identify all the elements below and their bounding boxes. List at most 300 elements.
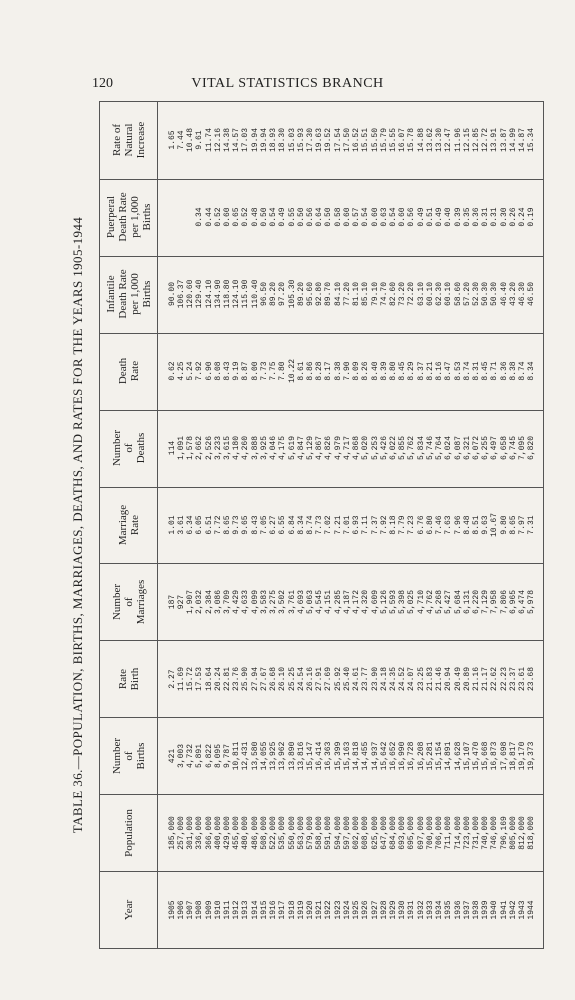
band-divider xyxy=(100,179,543,180)
table-cell: 10,811 xyxy=(232,741,242,771)
table-cell: 4,868 xyxy=(352,436,362,461)
table-cell: 21.46 xyxy=(435,666,445,691)
table-cell: 15,668 xyxy=(481,741,491,771)
table-cell: 19,170 xyxy=(518,741,528,771)
table-cell: 13,925 xyxy=(269,741,279,771)
table-cell: 0.35 xyxy=(462,207,472,227)
table-cell: 5,684 xyxy=(453,589,463,614)
table-cell: 6.90 xyxy=(204,361,214,381)
band-divider xyxy=(100,256,543,257)
table-cell: 455,000 xyxy=(232,815,242,850)
table-cell: 805,000 xyxy=(508,815,518,850)
table-cell: 185,000 xyxy=(167,815,177,850)
table-cell: 4,545 xyxy=(315,589,325,614)
table-cell: 24.07 xyxy=(407,666,417,691)
table-cell: 731,000 xyxy=(472,815,482,850)
table-cell: 1,091 xyxy=(176,436,186,461)
table-cell: 63.10 xyxy=(416,282,426,307)
table-cell: 8.31 xyxy=(472,361,482,381)
table-cell: 7.46 xyxy=(435,515,445,535)
table-cell: 50.30 xyxy=(490,282,500,307)
table-cell: 647,000 xyxy=(379,815,389,850)
table-cell: 5,020 xyxy=(361,436,371,461)
table-cell: 6,497 xyxy=(490,436,500,461)
table-cell: 114 xyxy=(167,440,177,456)
table-cell: 6,745 xyxy=(508,436,518,461)
table-cell: 0.56 xyxy=(305,207,315,227)
table-cell: 429,000 xyxy=(222,815,232,850)
table-cell: 25.25 xyxy=(287,666,297,691)
table-cell: 1938 xyxy=(472,899,482,920)
table-cell: 0.26 xyxy=(508,207,518,227)
table-cell: 6,820 xyxy=(527,436,537,461)
table-cell: 50.30 xyxy=(481,282,491,307)
table-cell: 16,873 xyxy=(490,741,500,771)
table-cell: 8.86 xyxy=(305,361,315,381)
table-cell: 96.50 xyxy=(259,282,269,307)
table-cell: 7.80 xyxy=(278,361,288,381)
table-cell: 8.21 xyxy=(425,361,435,381)
column-header-puerperal xyxy=(100,179,158,256)
table-cell: 46.40 xyxy=(499,282,509,307)
table-cell: 1,907 xyxy=(186,589,196,614)
table-cell: 1922 xyxy=(324,899,334,920)
table-cell: 14,891 xyxy=(444,741,454,771)
table-cell: 4.25 xyxy=(176,361,186,381)
table-cell: 5,855 xyxy=(398,436,408,461)
table-cell: 12.85 xyxy=(472,128,482,153)
table-cell: 812,000 xyxy=(518,815,528,850)
table-cell: 6,131 xyxy=(462,589,472,614)
column-header-population xyxy=(100,794,158,871)
table-cell: 20.89 xyxy=(462,666,472,691)
table-cell: 4,172 xyxy=(352,589,362,614)
table-cell: 4,717 xyxy=(342,436,352,461)
table-cell: 10.48 xyxy=(186,128,196,153)
table-cell: 4,867 xyxy=(315,436,325,461)
table-cell: 684,000 xyxy=(389,815,398,850)
table-cell: 711,000 xyxy=(444,815,454,850)
table-cell: 8.08 xyxy=(213,361,223,381)
table-cell: 16,208 xyxy=(416,741,426,771)
table-cell: 1910 xyxy=(213,899,223,920)
table-cell: 0.65 xyxy=(232,207,242,227)
table-cell: 8.65 xyxy=(222,515,232,535)
table-cell: 625,000 xyxy=(370,815,380,850)
table-cell: 1933 xyxy=(425,899,435,920)
table-cell: 591,000 xyxy=(324,815,334,850)
table-cell: 110.40 xyxy=(250,279,260,309)
table-cell: 4,762 xyxy=(425,589,435,614)
table-cell: 4,693 xyxy=(296,589,306,614)
table-cell: 8.38 xyxy=(333,361,343,381)
table-cell: 17.03 xyxy=(241,128,251,153)
column-header-death_rate xyxy=(100,333,158,410)
table-cell: 608,000 xyxy=(361,815,371,850)
table-cell: 4,320 xyxy=(361,589,371,614)
table-cell: 602,000 xyxy=(352,815,362,850)
table-cell: 3,709 xyxy=(222,589,232,614)
table-cell: 6.93 xyxy=(352,515,362,535)
table-cell: 24.61 xyxy=(352,666,362,691)
table-cell: 1934 xyxy=(435,899,445,920)
table-cell: 1921 xyxy=(315,899,325,920)
table-cell: 89.70 xyxy=(324,282,334,307)
table-cell: 6.51 xyxy=(204,515,214,535)
table-cell: 11.74 xyxy=(204,128,214,153)
table-cell: 106.37 xyxy=(176,279,186,309)
table-cell: 0.31 xyxy=(490,207,500,227)
table-cell: 77.20 xyxy=(342,282,352,307)
column-values-marriages xyxy=(158,563,543,640)
table-cell: 27.91 xyxy=(315,666,325,691)
table-cell: 7.01 xyxy=(342,515,352,535)
table-cell: 1913 xyxy=(241,899,251,920)
column-label: Puerperal Death Rate per 1,000 Births xyxy=(105,192,153,242)
table-cell: 12.47 xyxy=(444,128,454,153)
table-cell: 8.29 xyxy=(407,361,417,381)
table-cell: 19.63 xyxy=(315,128,325,153)
table-cell: 84.10 xyxy=(333,282,343,307)
table-cell: 8.45 xyxy=(398,361,408,381)
column-header-births xyxy=(100,717,158,794)
column-label: Number of Deaths xyxy=(111,430,147,467)
table-cell: 6,321 xyxy=(462,436,472,461)
table-cell: 90.00 xyxy=(167,282,177,307)
table-cell: 14,628 xyxy=(453,741,463,771)
table-cell: 508,000 xyxy=(259,815,269,850)
table-cell: 15.03 xyxy=(287,128,297,153)
table-cell: 6,072 xyxy=(472,436,482,461)
column-header-marriages xyxy=(100,563,158,640)
table-cell: 0.62 xyxy=(167,361,177,381)
table-cell: 95.60 xyxy=(305,282,315,307)
table-cell: 6.76 xyxy=(416,515,426,535)
column-values-population xyxy=(158,794,543,871)
table-cell: 52.30 xyxy=(472,282,482,307)
table-cell: 8.28 xyxy=(315,361,325,381)
table-cell: 0.24 xyxy=(518,207,528,227)
table-cell: 7.90 xyxy=(342,361,352,381)
table-cell: 16,652 xyxy=(389,741,398,771)
column-values-births xyxy=(158,717,543,794)
table-cell: 8,095 xyxy=(213,743,223,768)
table-cell: 8.53 xyxy=(453,361,463,381)
table-cell: 12.16 xyxy=(213,128,223,153)
table-cell: 7.72 xyxy=(213,515,223,535)
table-cell: 0.34 xyxy=(195,207,205,227)
table-cell: 79.10 xyxy=(370,282,380,307)
table-cell: 8.38 xyxy=(508,361,518,381)
column-values-year xyxy=(158,871,543,948)
table-cell: 13,962 xyxy=(278,741,288,771)
table-cell: 6.55 xyxy=(278,515,288,535)
table-cell: 8.87 xyxy=(241,361,251,381)
table-cell: 26.16 xyxy=(305,666,315,691)
table-cell: 9.19 xyxy=(232,361,242,381)
running-head: VITAL STATISTICS BRANCH xyxy=(191,76,384,91)
table-cell: 4,099 xyxy=(250,589,260,614)
table-cell: 18.30 xyxy=(278,128,288,153)
band-divider xyxy=(100,871,543,872)
table-cell: 15.79 xyxy=(379,128,389,153)
table-cell: 8.74 xyxy=(305,515,315,535)
table-cell: 4,732 xyxy=(186,743,196,768)
table-cell: 706,000 xyxy=(435,815,445,850)
table-cell: 588,000 xyxy=(315,815,325,850)
table-cell: 336,000 xyxy=(195,815,205,850)
table-cell: 0.58 xyxy=(333,207,343,227)
table-cell: 3,583 xyxy=(259,589,269,614)
table-cell: 0.56 xyxy=(407,207,417,227)
table-cell: 597,000 xyxy=(342,815,352,850)
table-cell: 6,087 xyxy=(453,436,463,461)
table-cell: 563,000 xyxy=(296,815,306,850)
table-cell: 46.50 xyxy=(527,282,537,307)
table-cell: 0.36 xyxy=(472,207,482,227)
table-cell: 0.49 xyxy=(416,207,426,227)
table-cell: 21.16 xyxy=(472,666,482,691)
table-cell: 5,834 xyxy=(416,436,426,461)
table-cell: 1936 xyxy=(453,899,463,920)
table-cell: 4,175 xyxy=(278,436,288,461)
table-cell: 5,129 xyxy=(305,436,315,461)
table-cell: 8.39 xyxy=(379,361,389,381)
table-cell: 5,762 xyxy=(407,436,417,461)
band-divider xyxy=(100,640,543,641)
table-cell: 6.05 xyxy=(195,515,205,535)
table-cell: 4,151 xyxy=(324,589,334,614)
table-cell: 11.96 xyxy=(453,128,463,153)
table-cell: 13,890 xyxy=(287,741,297,771)
table-cell: 16,990 xyxy=(398,741,408,771)
table-cell: 1943 xyxy=(518,899,528,920)
table-cell: 1914 xyxy=(250,899,260,920)
table-cell: 7.05 xyxy=(259,515,269,535)
table-cell: 23.68 xyxy=(527,666,537,691)
table-cell: 4,285 xyxy=(333,589,343,614)
table-cell: 0.60 xyxy=(398,207,408,227)
table-cell: 535,000 xyxy=(278,815,288,850)
table-cell: 82.60 xyxy=(389,282,398,307)
table-cell: 0.57 xyxy=(352,207,362,227)
table-cell: 1937 xyxy=(462,899,472,920)
table-cell: 7.75 xyxy=(269,361,279,381)
table-cell: 25.92 xyxy=(333,666,343,691)
table-cell: 522,000 xyxy=(269,815,279,850)
table-cell: 7.97 xyxy=(518,515,528,535)
table-cell: 8.16 xyxy=(435,361,445,381)
table-cell: 1928 xyxy=(379,899,389,920)
column-label: Number of Marriages xyxy=(111,579,147,625)
column-header-infantile xyxy=(100,256,158,333)
table-cell: 1907 xyxy=(186,899,196,920)
table-cell: 62.30 xyxy=(435,282,445,307)
table-cell: 8.48 xyxy=(462,515,472,535)
table-cell: 1912 xyxy=(232,899,242,920)
table-cell: 7.02 xyxy=(324,515,334,535)
band-divider xyxy=(100,794,543,795)
table-cell: 13.91 xyxy=(490,128,500,153)
table-cell: 7.37 xyxy=(370,515,380,535)
table-cell: 3,233 xyxy=(213,436,223,461)
table-cell: 57.20 xyxy=(462,282,472,307)
table-cell: 7,095 xyxy=(518,436,528,461)
table-cell: 15,163 xyxy=(342,741,352,771)
table-cell: 0.52 xyxy=(241,207,251,227)
table-cell: 3,003 xyxy=(176,743,186,768)
table-cell: 74.70 xyxy=(379,282,389,307)
table-cell: 0.60 xyxy=(342,207,352,227)
table-cell: 0.44 xyxy=(204,207,214,227)
table-cell: 7.73 xyxy=(315,515,325,535)
table-cell: 9.63 xyxy=(481,515,491,535)
table-cell: 23.76 xyxy=(232,666,242,691)
table-cell: 23.37 xyxy=(508,666,518,691)
table-cell: 81.10 xyxy=(352,282,362,307)
table-cell: 1944 xyxy=(527,899,537,920)
table-cell: 4,046 xyxy=(269,436,279,461)
table-cell: 27.94 xyxy=(250,666,260,691)
table-cell: 1908 xyxy=(195,899,205,920)
table-cell: 3.61 xyxy=(176,515,186,535)
table-cell: 120.60 xyxy=(186,279,196,309)
table-cell: 0.19 xyxy=(527,207,537,227)
table-cell: 24.35 xyxy=(389,666,398,691)
table-cell: 19.94 xyxy=(259,128,269,153)
table-cell: 14.57 xyxy=(232,128,242,153)
table-cell: 14.88 xyxy=(416,128,426,153)
table-cell: 550,000 xyxy=(287,815,297,850)
table-cell: 5,126 xyxy=(379,589,389,614)
table-cell: 19,373 xyxy=(527,741,537,771)
table-cell: 7.92 xyxy=(195,361,205,381)
table-cell: 1926 xyxy=(361,899,371,920)
table-cell: 8.00 xyxy=(250,361,260,381)
column-header-marriage_rate xyxy=(100,487,158,564)
table-cell: 14,937 xyxy=(370,741,380,771)
table-cell: 486,000 xyxy=(250,815,260,850)
table-cell: 58.60 xyxy=(453,282,463,307)
table-cell: 15,281 xyxy=(425,741,435,771)
table-cell: 8.43 xyxy=(250,515,260,535)
table-cell: 5,426 xyxy=(379,436,389,461)
table-cell: 14,818 xyxy=(352,741,362,771)
table-cell: 7.79 xyxy=(398,515,408,535)
table-cell: 697,000 xyxy=(416,815,426,850)
table-cell: 134.90 xyxy=(213,279,223,309)
table-cell: 714,000 xyxy=(453,815,463,850)
column-label: Year xyxy=(123,899,135,920)
column-header-deaths xyxy=(100,410,158,487)
table-cell: 0.60 xyxy=(222,207,232,227)
table-cell: 14.38 xyxy=(222,128,232,153)
table-cell: 9.65 xyxy=(241,515,251,535)
table-cell: 746,000 xyxy=(490,815,500,850)
table-cell: 24.54 xyxy=(296,666,306,691)
table-cell: 6.80 xyxy=(425,515,435,535)
table-cell: 6,220 xyxy=(472,589,482,614)
table-cell: 4,826 xyxy=(324,436,334,461)
column-header-birth_rate xyxy=(100,640,158,717)
table-cell: 0.49 xyxy=(278,207,288,227)
column-label: Death Rate xyxy=(117,358,141,385)
column-values-birth_rate xyxy=(158,640,543,717)
table-cell: 579,000 xyxy=(305,815,315,850)
table-cell: 5,978 xyxy=(527,589,537,614)
table-cell: 4,180 xyxy=(232,436,242,461)
table-cell: 5,764 xyxy=(435,436,445,461)
table-cell: 15.50 xyxy=(370,128,380,153)
table-cell: 18,817 xyxy=(508,741,518,771)
page-header xyxy=(0,76,575,96)
table-cell: 60.10 xyxy=(425,282,435,307)
table-cell: 22.62 xyxy=(490,666,500,691)
table-cell: 187 xyxy=(167,594,177,610)
table-cell: 10.67 xyxy=(490,512,500,537)
table-cell: 15,154 xyxy=(435,741,445,771)
table-cell: 13.87 xyxy=(499,128,509,153)
band-divider xyxy=(100,487,543,488)
table-cell: 13,580 xyxy=(250,741,260,771)
table-cell: 17.50 xyxy=(342,128,352,153)
table-cell: 17.30 xyxy=(305,128,315,153)
table-cell: 12.72 xyxy=(481,128,491,153)
table-cell: 480,000 xyxy=(241,815,251,850)
table-cell: 92.80 xyxy=(315,282,325,307)
table-cell: 15.72 xyxy=(186,666,196,691)
table-cell: 1930 xyxy=(398,899,408,920)
table-cell: 18.93 xyxy=(269,128,279,153)
table-cell: 5,427 xyxy=(444,589,454,614)
table-cell: 24.18 xyxy=(379,666,389,691)
table-cell: 8.34 xyxy=(527,361,537,381)
table-cell: 693,000 xyxy=(398,815,408,850)
table-cell: 3,502 xyxy=(278,589,288,614)
table-cell: 0.51 xyxy=(425,207,435,227)
table-cell: 400,000 xyxy=(213,815,223,850)
data-table xyxy=(99,101,544,949)
band-divider xyxy=(100,717,543,718)
table-cell: 594,000 xyxy=(333,815,343,850)
table-cell: 89.20 xyxy=(296,282,306,307)
table-cell: 1929 xyxy=(389,899,398,920)
column-values-deaths xyxy=(158,410,543,487)
table-cell: 6.34 xyxy=(186,515,196,535)
column-values-marriage_rate xyxy=(158,487,543,564)
table-cell: 14.87 xyxy=(518,128,528,153)
table-cell: 5,268 xyxy=(435,589,445,614)
table-cell: 9.73 xyxy=(232,515,242,535)
table-cell: 4,633 xyxy=(241,589,251,614)
table-cell: 7.63 xyxy=(444,515,454,535)
table-cell: 3,761 xyxy=(287,589,297,614)
column-header-natural xyxy=(100,102,158,179)
table-cell: 5,063 xyxy=(305,589,315,614)
table-cell: 4,979 xyxy=(333,436,343,461)
table-cell: 24.52 xyxy=(398,666,408,691)
table-cell: 15.55 xyxy=(389,128,398,153)
table-cell: 8.74 xyxy=(518,361,528,381)
table-cell: 8.80 xyxy=(389,361,398,381)
table-cell: 1916 xyxy=(269,899,279,920)
table-cell: 8.43 xyxy=(222,361,232,381)
table-cell: 0.50 xyxy=(259,207,269,227)
table-cell: 6,965 xyxy=(508,589,518,614)
table-cell: 6,658 xyxy=(499,436,509,461)
table-cell: 0.64 xyxy=(315,207,325,227)
table-cell: 0.40 xyxy=(444,207,454,227)
